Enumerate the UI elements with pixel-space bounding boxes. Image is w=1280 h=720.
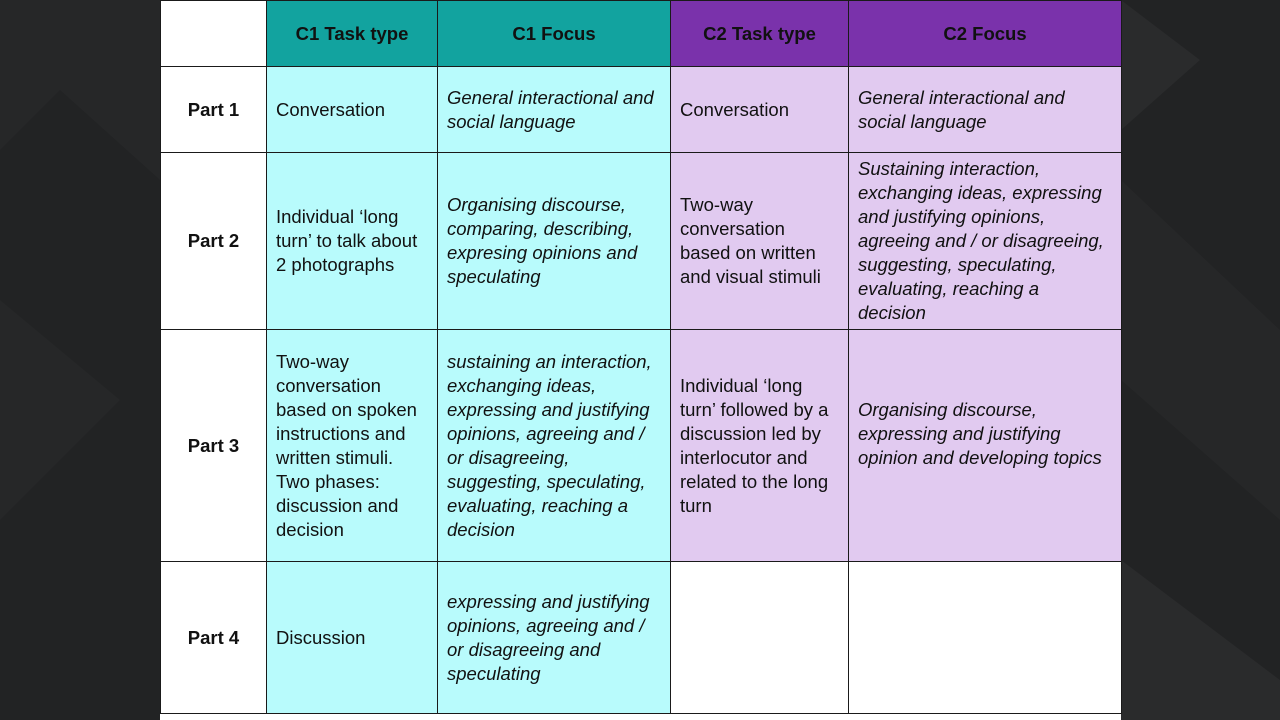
part-label: Part 3 xyxy=(161,330,267,562)
c1-focus-cell: sustaining an interaction, exchanging ideas, expressing and justifying opinions, agreeing and / or disagreeing, suggesting, speculating, evaluating, reaching a decision xyxy=(438,330,671,562)
table-row-part-2 xyxy=(161,153,1122,330)
slide xyxy=(160,0,1121,720)
c2-task-cell: Two-way conversation based on written and visual stimuli xyxy=(671,153,849,330)
c1-task-cell: Conversation xyxy=(267,67,438,153)
header-c1-task-type: C1 Task type xyxy=(267,1,438,67)
part-label: Part 1 xyxy=(161,67,267,153)
c2-task-cell: Individual ‘long turn’ followed by a discussion led by interlocutor and related to the long turn xyxy=(671,330,849,562)
header-row xyxy=(161,1,1122,67)
part-label: Part 2 xyxy=(161,153,267,330)
c1-task-cell: Two-way conversation based on spoken instructions and written stimuli. Two phases: discussion and decision xyxy=(267,330,438,562)
c2-task-cell-empty xyxy=(671,562,849,714)
table-row-part-4 xyxy=(161,562,1122,714)
c1-task-cell: Discussion xyxy=(267,562,438,714)
part-label: Part 4 xyxy=(161,562,267,714)
c1-focus-cell: Organising discourse, comparing, describing, expresing opinions and speculating xyxy=(438,153,671,330)
table-row-part-3 xyxy=(161,330,1122,562)
header-c2-focus: C2 Focus xyxy=(849,1,1122,67)
c2-focus-cell-empty xyxy=(849,562,1122,714)
c1-focus-cell: General interactional and social language xyxy=(438,67,671,153)
c1-focus-cell: expressing and justifying opinions, agreeing and / or disagreeing and speculating xyxy=(438,562,671,714)
c2-focus-cell: General interactional and social language xyxy=(849,67,1122,153)
c2-task-cell: Conversation xyxy=(671,67,849,153)
speaking-test-comparison-table xyxy=(160,0,1122,714)
table-row-part-1 xyxy=(161,67,1122,153)
c1-task-cell: Individual ‘long turn’ to talk about 2 photographs xyxy=(267,153,438,330)
c2-focus-cell: Organising discourse, expressing and justifying opinion and developing topics xyxy=(849,330,1122,562)
header-c2-task-type: C2 Task type xyxy=(671,1,849,67)
c2-focus-cell: Sustaining interaction, exchanging ideas, expressing and justifying opinions, agreeing and / or disagreeing, suggesting, speculating, evaluating, reaching a decision xyxy=(849,153,1122,330)
header-corner-cell xyxy=(161,1,267,67)
header-c1-focus: C1 Focus xyxy=(438,1,671,67)
